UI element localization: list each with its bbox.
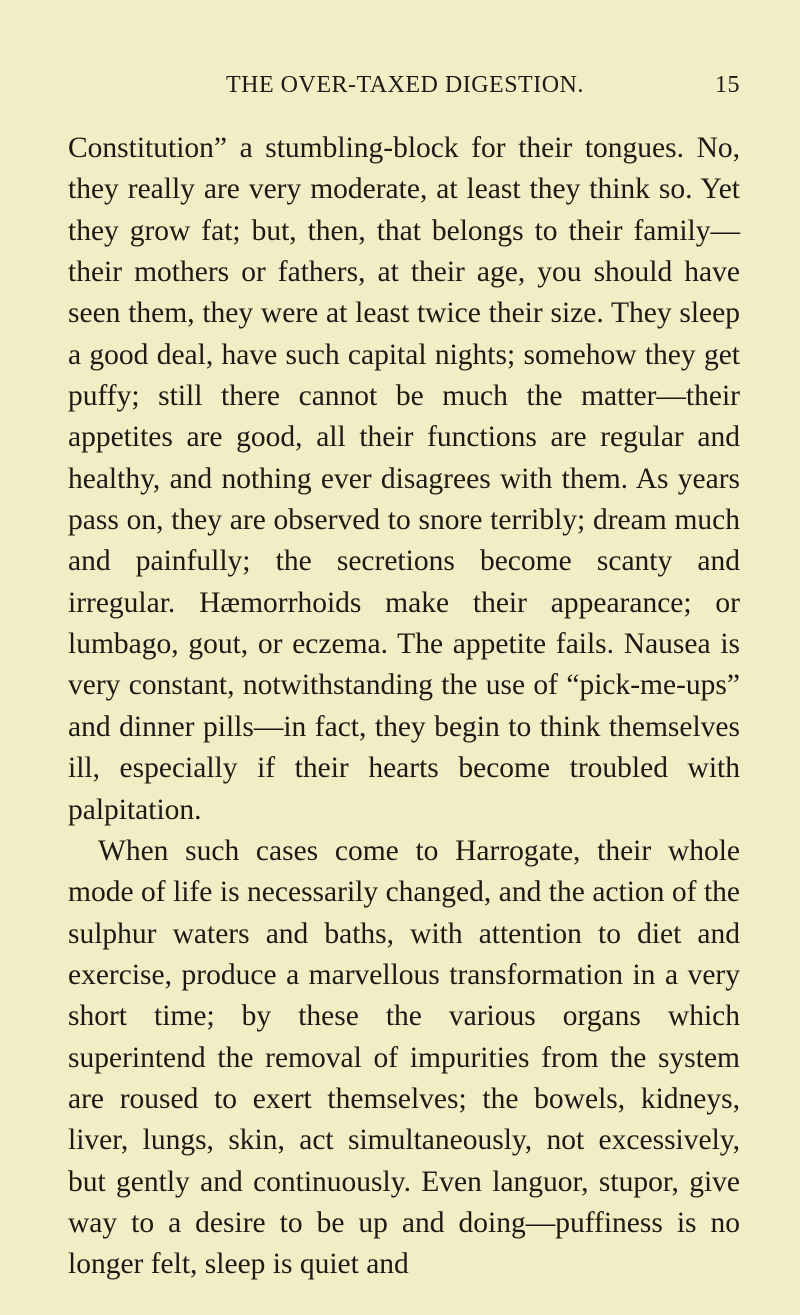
- paragraph-harrogate: When such cases come to Harrogate, their whole mode of life is necessarily changed, and the action of the sulphur waters and baths, with attention to diet and exercise, produce a marvellous transformation in a very short time; by these the various organs which superintend the removal of impurities from the system are roused to exert themselves; the bowels, kidneys, liver, lungs, skin, act simultaneously, not excessively, but gently and continuously. Even languor, stupor, give way to a desire to be up and doing—puffiness is no longer felt, sleep is quiet and: [68, 834, 740, 1281]
- paragraph-continued: Constitution” a stumbling-block for their tongues. No, they really are very moderate, at least they think so. Yet they grow fat; but, then, that belongs to their family—their mothers or fathers, at their age, you should have seen them, they were at least twice their size. They sleep a good deal, have such capital nights; somehow they get puffy; still there cannot be much the matter—their appetites are good, all their functions are regular and healthy, and nothing ever disagrees with them. As years pass on, they are observed to snore terribly; dream much and painfully; the secretions become scanty and irregular. Hæmorrhoids make their appearance; or lumbago, gout, or eczema. The appetite fails. Nausea is very constant, notwithstanding the use of “pick-me-ups” and dinner pills—in fact, they begin to think themselves ill, especially if their hearts become troubled with palpitation.: [68, 132, 740, 826]
- body-text: [68, 128, 740, 1286]
- running-header: [68, 72, 740, 106]
- running-title: THE OVER-TAXED DIGESTION.: [226, 72, 584, 98]
- page-number: 15: [715, 72, 740, 98]
